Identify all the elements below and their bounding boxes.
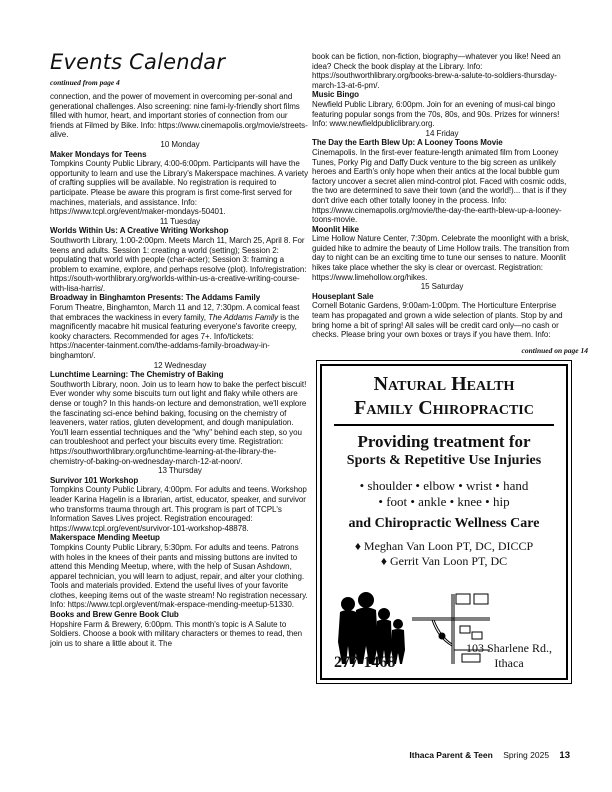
chiropractic-ad [316,360,572,684]
left-column [50,92,310,648]
event-body: Southworth Library, noon. Join us to learn how to bake the perfect biscuit! Ever wonder why some biscuits turn out light and flaky while others are dense or tough? In this hands-on lecture and demonstration, we'll explore the fascinating sci-ence behind baking, focusing on the chemistry of leaveners, water ratios, gluten development, and dough manipulation. You'll learn essential techniques and the "why" behind each step, so you can troubleshoot and perfect your biscuits every time. Registration: https://southworthlibrary.org/lunchtime-learning-at-the-library-the-chemistry-of-baking-on-wednesday-march-12-at-noon/. [50,379,307,466]
ad-address: 103 Sharlene Rd., Ithaca [466,641,552,670]
ad-care-line: and Chiropractic Wellness Care [348,516,540,531]
ad-title-line1: Natural Health [373,373,515,395]
event-title: Makerspace Mending Meetup [50,533,160,543]
ad-divider [334,424,554,426]
event-body: connection, and the power of movement in overcoming per-sonal and generational challenges. Also screening: nine fami-ly-friendly short films filled with humor, heart, and important stories of connection from our friends at Filmed by Bike. Info: https://www.cinemapolis.org/movie/streets-alive. [50,92,308,140]
event-body: Tompkins County Public Library, 4:00-6:00pm. Participants will have the opportunity to learn and use the Library's Makerspace machines. A variety of crafting supplies will be available. No registration is required to participate. Please be aware this program is first come-first served for machines, materials, and assistance. Info: https://www.tcpl.org/event/maker-mondays-50401. [50,159,309,217]
continued-to-note: continued on page 14 [521,346,588,355]
day-heading: 15 Saturday [420,282,464,292]
day-heading: 11 Tuesday [159,216,201,226]
event-title: Moonlit Hike [312,224,359,234]
ad-title-line2: Family Chiropractic [354,397,534,419]
day-heading: 14 Friday [425,128,459,138]
event-body-text: is the magnificently macabre hit musical featuring everyone's favorite creepy, kooky characters. Recommended for ages 7+. Info/tickets: https://nacenter-tainment.com/the-addams-family-broadway-in-binghamton/. [50,312,300,361]
event-body: Cinemapolis. In the first-ever feature-length animated film from Looney Tunes, Porky Pig and Daffy Duck venture to the big screen as unlikely heroes and Earth's only hope when their antics at the local bubble gum factory uncover a secret alien mind-control plot. Faced with cosmic odds, the two are determined to save their town (and the world!)... that is if they don't drive each other totally looney in the process. Info: https://www.cinemapolis.org/movie/the-day-the-earth-blew-up-a-looney-toons-movie. [312,147,567,225]
event-body: Tompkins County Public Library, 4:00pm. For adults and teens. Workshop leader Karina Hagelin is a librarian, artist, educator, speaker, and survivor who transforms trauma through art. This program is part of TCPL's Information Saves Lives project. Registration encouraged: https://www.tcpl.org/event/survivor-101-workshop-48878. [50,485,307,533]
ad-subhead: Sports & Repetitive Use Injuries [346,453,542,468]
ad-doctor1: ♦ Meghan Van Loon PT, DC, DICCP [354,539,534,553]
page-title: Events Calendar [50,50,226,74]
event-title: Survivor 101 Workshop [50,475,139,485]
event-body: book can be fiction, non-fiction, biography—whatever you like! Need an idea? Check the book display at the Library. Info: https://southworthlibrary.org/books-brew-a-salute-to-soldiers-thursday-march-13-at-6-pm/. [312,52,561,90]
show-title: The Addams Family [208,312,279,322]
event-title: Broadway in Binghamton Presents: The Addams Family [50,293,261,303]
event-body: Newfield Public Library, 6:00pm. Join for an evening of musi-cal bingo featuring popular songs from the 70s, 80s, and 90s. Prizes for winners! Info: www.newfieldpubliclibrary.org. [312,99,560,129]
ad-frame [320,364,568,680]
event-title: Worlds Within Us: A Creative Writing Workshop [50,226,229,236]
ad-doctor2: ♦ Gerrit Van Loon PT, DC [380,554,508,568]
event-title: Maker Mondays for Teens [50,149,147,159]
event-body: Cornell Botanic Gardens, 9:00am-1:00pm. The Horticulture Enterprise team has propagated and grown a wide selection of plants. Stop by and bring home a bit of spring! All sales will be credit card only—no cash or checks. Please bring your own boxes or trays if you have them. Info: [312,301,563,340]
publication-name: Ithaca Parent & Teen [409,750,493,760]
ad-headline: Providing treatment for [357,432,531,451]
event-body: Southworth Library, 1:00-2:00pm. Meets March 11, March 25, April 8. For teens and adults. Session 1: creating a world (setting); Session 2: populating that world with people (char-acter); Session 3: framing a problem to examine, explore, and perhaps resolve (plot). Info/registration: https://south-worthlibrary.org/worlds-within-us-a-creative-writing-course-with-lisa-harris/. [50,235,307,293]
event-body [50,303,310,361]
event-title: Lunchtime Learning: The Chemistry of Baking [50,370,224,380]
event-title: The Day the Earth Blew Up: A Looney Toons Movie [312,138,503,148]
issue-season: Spring 2025 [503,750,550,760]
ad-phone: 277-1468 [334,654,396,671]
event-title: Books and Brew Genre Book Club [50,610,179,620]
day-heading: 12 Wednesday [153,360,207,370]
page-footer [409,750,570,761]
event-body-text: Forum Theatre, Binghamton, March 11 and 12, 7:30pm. A comical feast that embraces the wackiness in every family, [50,303,300,322]
event-body: Tompkins County Public Library, 5:30pm. For adults and teens. Patrons with holes in the knees of their pants and missing buttons are invited to attend this Mending Meetup, where, with the help of Susan Ashdown, apparel technician, you will learn to adjust, repair, and alter your clothing. Tools and materials provided. Extend the useful lives of your favorite clothes, keeping items out of the waste stream! No registration necessary. Info: https://www.tcpl.org/event/mak-erspace-mending-meetup-51330. [50,542,308,610]
ad-body-parts-line1: • shoulder • elbow • wrist • hand [359,478,529,493]
right-column [312,52,572,340]
day-heading: 13 Thursday [158,466,202,476]
event-body: Lime Hollow Nature Center, 7:30pm. Celebrate the moonlight with a brisk, guided hike to admire the beauty of Lime Hollow trails. The transition from day to night can be an exciting time to tune our senses to nature. Moonlit hikes take place whether the sky is clear or overcast. Registration: https://www.limehollow.org/hikes. [312,234,570,282]
page-number: 13 [559,750,570,761]
continued-from-note: continued from page 4 [50,78,120,87]
day-heading: 10 Monday [160,139,200,149]
event-body: Hopshire Farm & Brewery, 6:00pm. This month's topic is A Salute to Soldiers. Choose a book with military characters or themes to read, then join us to share a little about it. The [50,619,303,648]
ad-body-parts-line2: • foot • ankle • knee • hip [378,494,510,509]
event-title: Music Bingo [312,90,360,100]
event-title: Houseplant Sale [312,291,374,301]
